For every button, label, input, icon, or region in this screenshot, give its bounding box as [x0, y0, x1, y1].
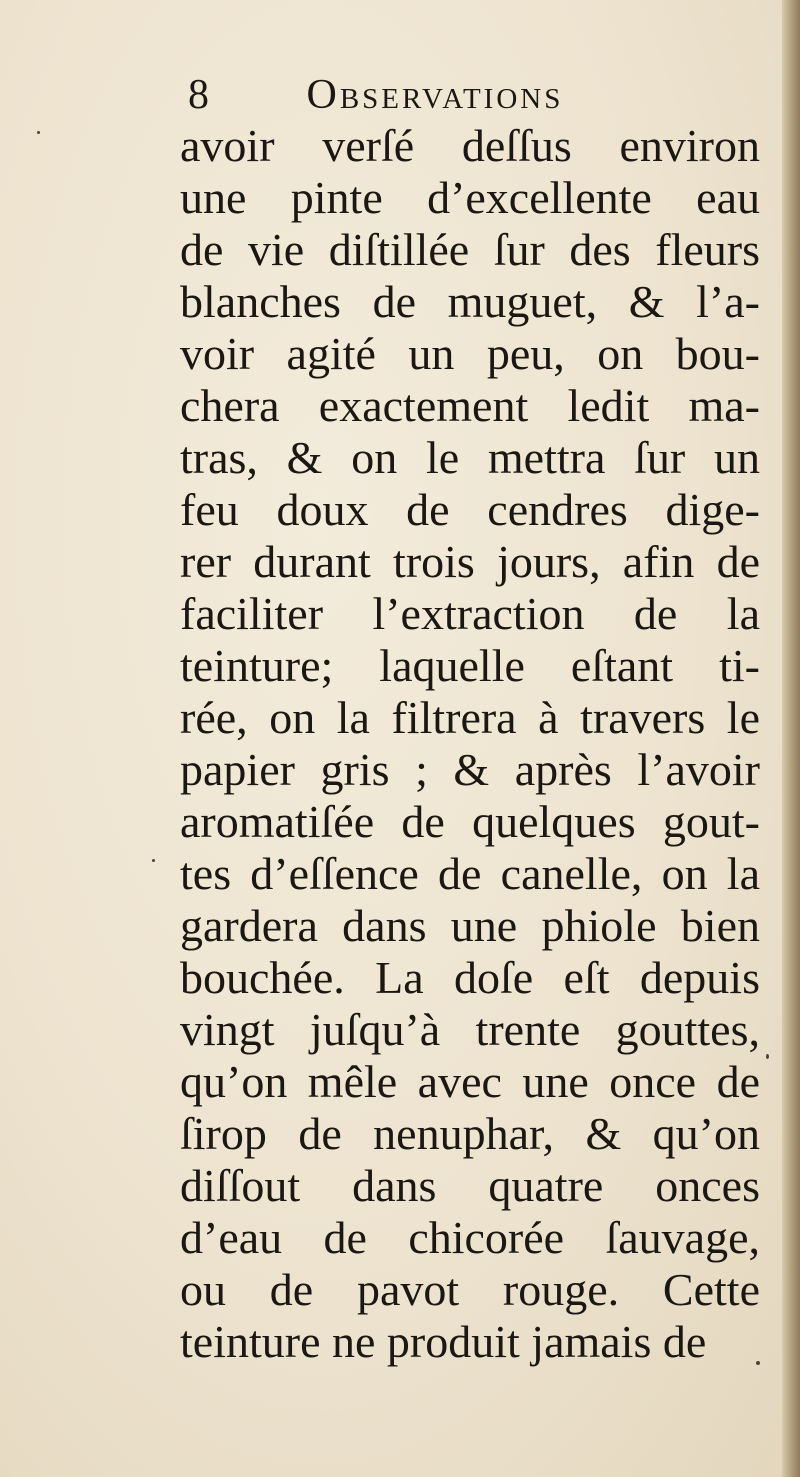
text-line: rer durant trois jours, afin de: [180, 536, 760, 587]
text-line: tes d’eſſence de canelle, on la: [180, 848, 760, 899]
text-line: de vie diſtillée ſur des fleurs: [180, 224, 760, 275]
text-line: qu’on mêle avec une once de: [180, 1056, 760, 1107]
page-number: 8: [188, 72, 209, 118]
text-line: teinture; laquelle eſtant ti-: [180, 640, 760, 691]
text-line: diſſout dans quatre onces: [180, 1160, 760, 1211]
text-line: avoir verſé deſſus environ: [180, 120, 760, 171]
ink-speck: [37, 131, 40, 134]
text-line: aromatiſée de quelques gout-: [180, 796, 760, 847]
text-line: rée, on la filtrera à travers le: [180, 692, 760, 743]
text-line: vingt juſqu’à trente gouttes,: [180, 1004, 760, 1055]
ink-speck: [766, 1054, 769, 1059]
page-header: [188, 68, 648, 122]
text-line: feu doux de cendres dige-: [180, 484, 760, 535]
text-line: faciliter l’extraction de la: [180, 588, 760, 639]
text-line: tras, & on le mettra ſur un: [180, 432, 760, 483]
text-line: gardera dans une phiole bien: [180, 900, 760, 951]
ink-speck: [152, 859, 155, 862]
body-text: [180, 120, 760, 1368]
text-line: blanches de muguet, & l’a-: [180, 276, 760, 327]
text-line: bouchée. La doſe eſt depuis: [180, 952, 760, 1003]
text-line: voir agité un peu, on bou-: [180, 328, 760, 379]
text-line: ſirop de nenuphar, & qu’on: [180, 1108, 760, 1159]
text-line: papier gris ; & après l’avoir: [180, 744, 760, 795]
page-gutter: [782, 0, 800, 1477]
ink-speck: [756, 1361, 760, 1365]
text-line: une pinte d’excellente eau: [180, 172, 760, 223]
text-line: d’eau de chicorée ſauvage,: [180, 1212, 760, 1263]
text-line: ou de pavot rouge. Cette: [180, 1264, 760, 1315]
text-line: teinture ne produit jamais de: [180, 1316, 707, 1367]
running-head: Observations: [306, 72, 564, 118]
text-line: chera exactement ledit ma-: [180, 380, 760, 431]
